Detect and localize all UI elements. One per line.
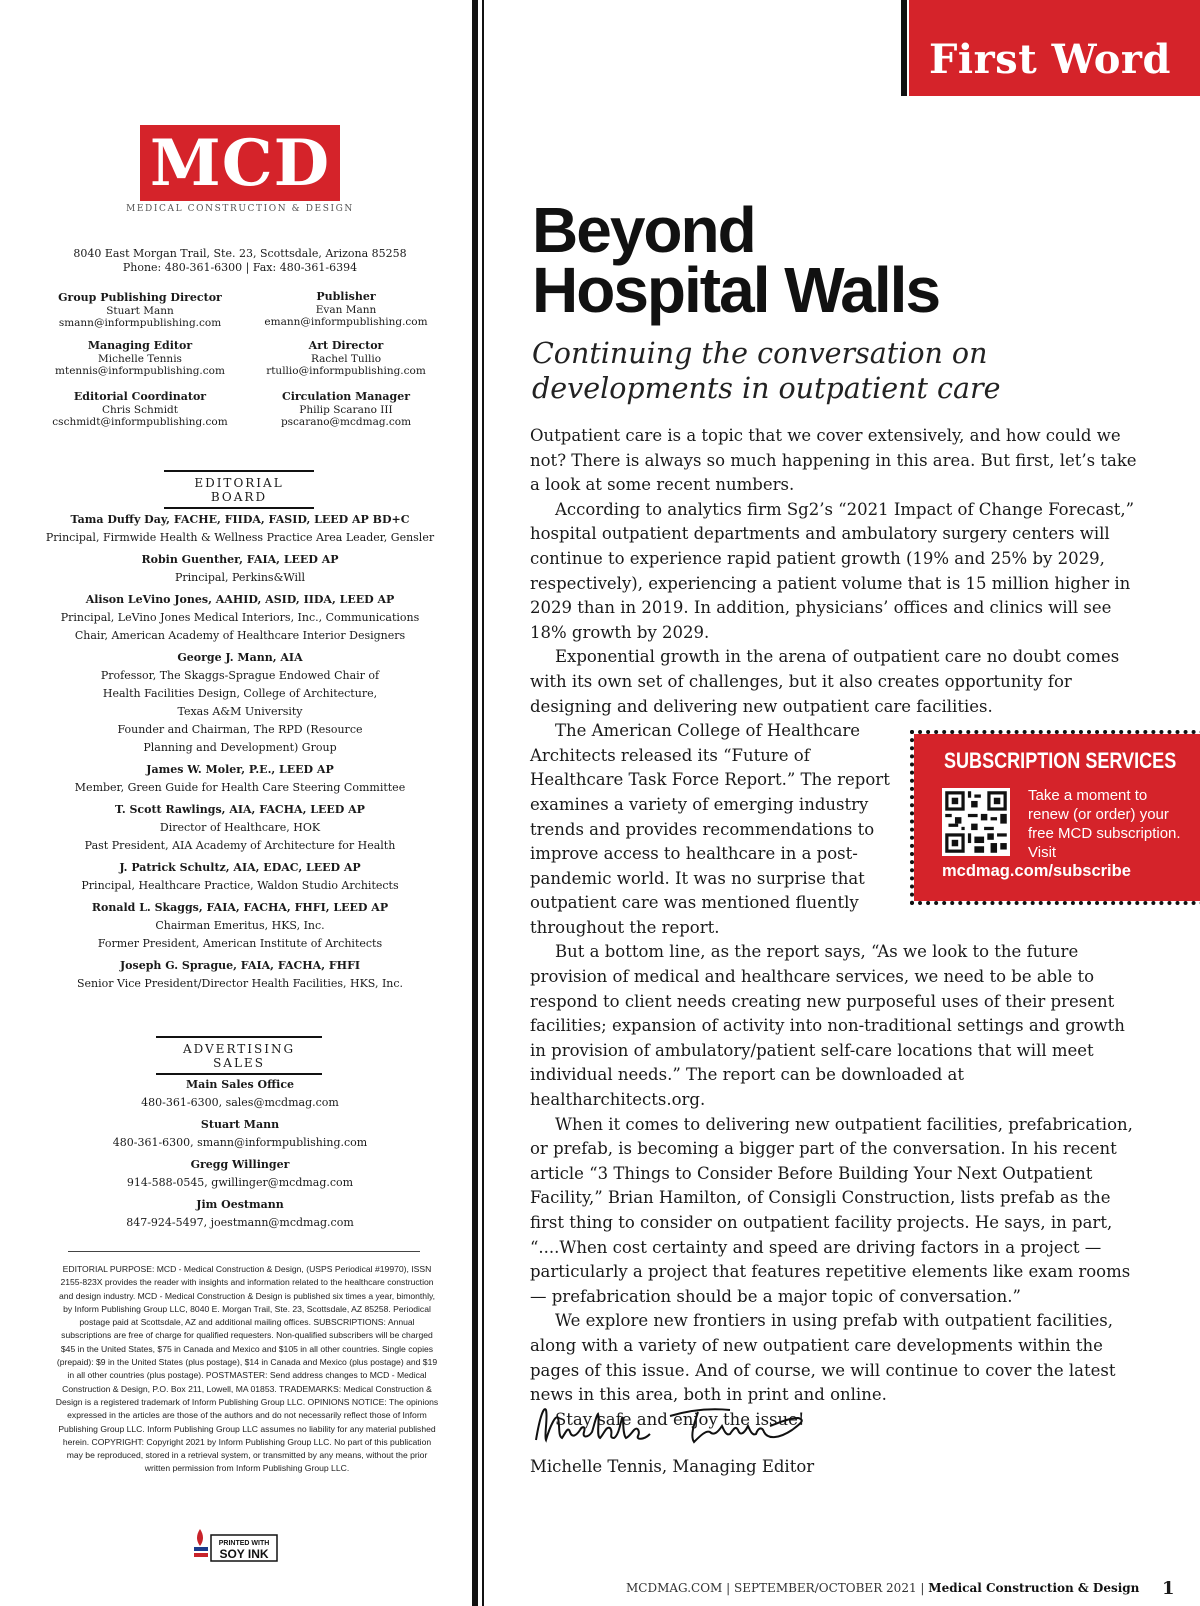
legal-notice: EDITORIAL PURPOSE: MCD - Medical Construction & Design, (USPS Periodical #19970), ISSN 2155-823X provides the reader with insights and information related to the healthcare construction and design industry. MCD - Medical Construction & Design is published six times a year, bimonthly, by Inform Publishing Group LLC, 8040 E. Morgan Trail, Ste. 23, Scottsdale, AZ 85258. Periodical postage paid at Scottsdale, AZ and additional mailing offices. SUBSCRIPTIONS: Annual subscriptions are free of charge for qualified requesters. Non-qualified subscribers will be charged $45 in the United States, $75 in Canada and Mexico and $105 in all other countries. Single copies (prepaid): $9 in the United States (plus postage), $14 in Canada and Mexico (plus postage) and $19 in all other countries (plus postage). POSTMASTER: Send address changes to MCD - Medical Construction & Design, P.O. Box 211, Lowell, MA 01853. TRADEMARKS: Medical Construction & Design is a registered trademark of Inform Publishing Group LLC. OPINIONS NOTICE: The opinions expressed in the articles are those of the authors and do not necessarily reflect those of Inform Publishing Group LLC. Inform Publishing Group LLC assumes no liability for any material published herein. COPYRIGHT: Copyright 2021 by Inform Publishing Group LLC. No part of this publication may be reproduced, stored in a retrieval system, or transmitted by any means, without the prior written permission from Inform Publishing Group LLC. xyxy=(55,1264,439,1474)
divider xyxy=(68,1251,420,1252)
advertising-contacts xyxy=(60,1072,420,1232)
editorial-board-list xyxy=(40,507,440,993)
staff-name: Michelle Tennis xyxy=(98,352,182,365)
staff-entry xyxy=(246,340,446,378)
board-member-role: Principal, LeVino Jones Medical Interiors, Inc., Communications xyxy=(60,611,420,624)
footer-brand: Medical Construction & Design xyxy=(928,1581,1140,1595)
board-member-role: Planning and Development) Group xyxy=(143,741,337,754)
board-member-role: Principal, Firmwide Health & Wellness Practice Area Leader, Gensler xyxy=(45,531,435,544)
subscription-link[interactable]: mcdmag.com/subscribe xyxy=(942,862,1131,880)
board-member-role: Founder and Chairman, The RPD (Resource xyxy=(117,723,363,736)
board-member-name: J. Patrick Schultz, AIA, EDAC, LEED AP xyxy=(119,861,361,874)
address-block xyxy=(40,247,440,275)
paragraph: But a bottom line, as the report says, “As we look to the future provision of medical and healthcare services, we need to be able to respond to client needs creating new purposeful uses of their present facilities; expansion of activity into non-traditional settings and growth in provision of ambulatory/patient self-care locations that will meet individual needs.” The report can be downloaded at healtharchitects.org. xyxy=(530,942,1125,1110)
board-member-name: Joseph G. Sprague, FAIA, FACHA, FHFI xyxy=(119,959,361,972)
board-member-role: Member, Green Guide for Health Care Steering Committee xyxy=(74,781,406,794)
sales-contact-name: Gregg Willinger xyxy=(190,1158,290,1171)
article-headline xyxy=(532,194,1172,326)
board-member-role: Chairman Emeritus, HKS, Inc. xyxy=(155,919,325,932)
staff-entry xyxy=(40,391,240,429)
staff-entry xyxy=(40,292,240,330)
sales-contact-info: 480-361-6300, smann@informpublishing.com xyxy=(112,1136,368,1149)
page-number: 1 xyxy=(1162,1578,1175,1599)
staff-email: emann@informpublishing.com xyxy=(264,316,428,328)
sales-contact-info: 480-361-6300, sales@mcdmag.com xyxy=(141,1096,339,1109)
article-body xyxy=(530,424,1140,1432)
staff-name: Rachel Tullio xyxy=(310,352,382,365)
staff-title: Publisher xyxy=(316,290,376,303)
headline-line-1: Beyond xyxy=(532,194,755,266)
paragraph: Stay safe and enjoy the issue! xyxy=(555,1409,805,1429)
subscription-text: Take a moment to renew (or order) your free MCD subscription. Visit xyxy=(1028,787,1181,861)
staff-title: Art Director xyxy=(308,339,384,352)
board-member-name: Alison LeVino Jones, AAHID, ASID, IIDA, LEED AP xyxy=(85,593,395,606)
paragraph: Outpatient care is a topic that we cover extensively, and how could we not? There is always so much happening in this area. But first, let’s take a look at some recent numbers. xyxy=(530,426,1137,495)
paragraph: When it comes to delivering new outpatient facilities, prefabrication, or prefab, is becoming a bigger part of the conversation. In his recent article “3 Things to Consider Before Building Your Next Outpatient Facility,” Brian Hamilton, of Consigli Construction, lists prefab as the first thing to consider on outpatient facility projects. He says, in part, “....When cost certainty and speed are driving factors in a project — particularly a project that features repetitive elements like exam rooms — prefabrication should be a major topic of conversation.” xyxy=(530,1114,1133,1306)
staff-name: Chris Schmidt xyxy=(102,403,178,416)
advertising-sales-heading: ADVERTISING SALES xyxy=(156,1036,322,1075)
subscription-title: SUBSCRIPTION SERVICES xyxy=(944,748,1177,773)
board-member-name: Tama Duffy Day, FACHE, FIIDA, FASID, LEED AP BD+C xyxy=(70,513,410,526)
soy-line2: SOY INK xyxy=(219,1547,269,1561)
staff-entry xyxy=(40,340,240,378)
sales-contact-name: Stuart Mann xyxy=(200,1118,280,1131)
footer-text: MCDMAG.COM | SEPTEMBER/OCTOBER 2021 | xyxy=(626,1581,925,1595)
board-member-role: Texas A&M University xyxy=(177,705,303,718)
vertical-rule xyxy=(482,0,484,1606)
staff-title: Managing Editor xyxy=(87,339,193,352)
soy-line1: PRINTED WITH xyxy=(218,1540,270,1547)
board-member-name: James W. Moler, P.E., LEED AP xyxy=(146,763,334,776)
signature xyxy=(530,1396,820,1456)
board-member-role: Principal, Healthcare Practice, Waldon Studio Architects xyxy=(81,879,399,892)
staff-name: Stuart Mann xyxy=(106,304,174,317)
vertical-rule xyxy=(472,0,478,1606)
board-member-role: Director of Healthcare, HOK xyxy=(159,821,321,834)
qr-code-icon[interactable] xyxy=(942,788,1010,856)
staff-email: cschmidt@informpublishing.com xyxy=(52,416,228,428)
paragraph: According to analytics firm Sg2’s “2021 Impact of Change Forecast,” hospital outpatient departments and ambulatory surgery centers will continue to experience rapid patient growth (19% and 25% by 2029, respectively), experiencing a patient volume that is 15 million higher in 2029 than in 2019. In addition, physicians’ offices and clinics will see 18% growth by 2029. xyxy=(530,499,1135,642)
address: 8040 East Morgan Trail, Ste. 23, Scottsdale, Arizona 85258 xyxy=(73,247,407,260)
paragraph: Exponential growth in the arena of outpatient care no doubt comes with its own set of challenges, but it also creates opportunity for designing and delivering new outpatient care facilities. xyxy=(530,647,1120,716)
sales-contact-info: 847-924-5497, joestmann@mcdmag.com xyxy=(126,1216,354,1229)
board-member-role: Principal, Perkins&Will xyxy=(174,571,306,584)
staff-email: mtennis@informpublishing.com xyxy=(55,365,225,377)
board-member-role: Professor, The Skaggs-Sprague Endowed Chair of xyxy=(100,669,380,682)
staff-entry xyxy=(246,291,446,329)
board-member-role: Former President, American Institute of Architects xyxy=(97,937,383,950)
signature-name: Michelle Tennis, Managing Editor xyxy=(530,1457,815,1476)
mcd-logo: MCD xyxy=(140,125,340,201)
staff-email: rtullio@informpublishing.com xyxy=(266,365,426,377)
staff-title: Group Publishing Director xyxy=(58,291,222,304)
headline-line-2: Hospital Walls xyxy=(532,254,940,326)
phone: Phone: 480-361-6300 | Fax: 480-361-6394 xyxy=(122,261,358,274)
paragraph: We explore new frontiers in using prefab with outpatient facilities, along with a variety of new outpatient care developments within the pages of this issue. And of course, we will continue to cover the latest news in this area, both in print and online. xyxy=(530,1311,1116,1405)
board-member-name: Ronald L. Skaggs, FAIA, FACHA, FHFI, LEED AP xyxy=(91,901,389,914)
board-member-role: Senior Vice President/Director Health Facilities, HKS, Inc. xyxy=(76,977,404,990)
board-member-name: George J. Mann, AIA xyxy=(177,651,303,664)
staff-title: Editorial Coordinator xyxy=(73,390,207,403)
editorial-board-heading: EDITORIAL BOARD xyxy=(164,470,314,509)
section-tab xyxy=(909,0,1200,96)
logo-subtitle: MEDICAL CONSTRUCTION & DESIGN xyxy=(126,204,354,214)
board-member-role: Past President, AIA Academy of Architecture for Health xyxy=(84,839,396,852)
sales-contact-name: Main Sales Office xyxy=(185,1078,295,1091)
subscription-box[interactable] xyxy=(914,734,1200,901)
staff-title: Circulation Manager xyxy=(281,390,411,403)
sales-contact-name: Jim Oestmann xyxy=(196,1198,284,1211)
masthead-column xyxy=(0,0,470,1606)
board-member-name: Robin Guenther, FAIA, LEED AP xyxy=(141,553,339,566)
section-tab-edge xyxy=(901,0,907,96)
article-subhead: Continuing the conversation on developments in outpatient care xyxy=(532,337,1001,405)
paragraph: The American College of Healthcare Architects released its “Future of Healthcare Task Force Report.” The report examines a variety of emerging industry trends and provides recommendations to improve access to healthcare in a post-pandemic world. It was no surprise that outpatient care was mentioned fluently throughout the report. xyxy=(530,721,890,937)
section-label: First Word xyxy=(929,36,1171,83)
page-footer xyxy=(626,1581,1139,1595)
staff-entry xyxy=(246,391,446,429)
board-member-role: Health Facilities Design, College of Architecture, xyxy=(102,687,378,700)
staff-name: Philip Scarano III xyxy=(299,403,393,416)
board-member-role: Chair, American Academy of Healthcare Interior Designers xyxy=(74,629,406,642)
staff-email: smann@informpublishing.com xyxy=(58,317,222,329)
staff-email: pscarano@mcdmag.com xyxy=(280,416,412,428)
sales-contact-info: 914-588-0545, gwillinger@mcdmag.com xyxy=(126,1176,354,1189)
staff-name: Evan Mann xyxy=(315,303,377,316)
board-member-name: T. Scott Rawlings, AIA, FACHA, LEED AP xyxy=(115,803,365,816)
soy-ink-logo xyxy=(192,1526,282,1564)
